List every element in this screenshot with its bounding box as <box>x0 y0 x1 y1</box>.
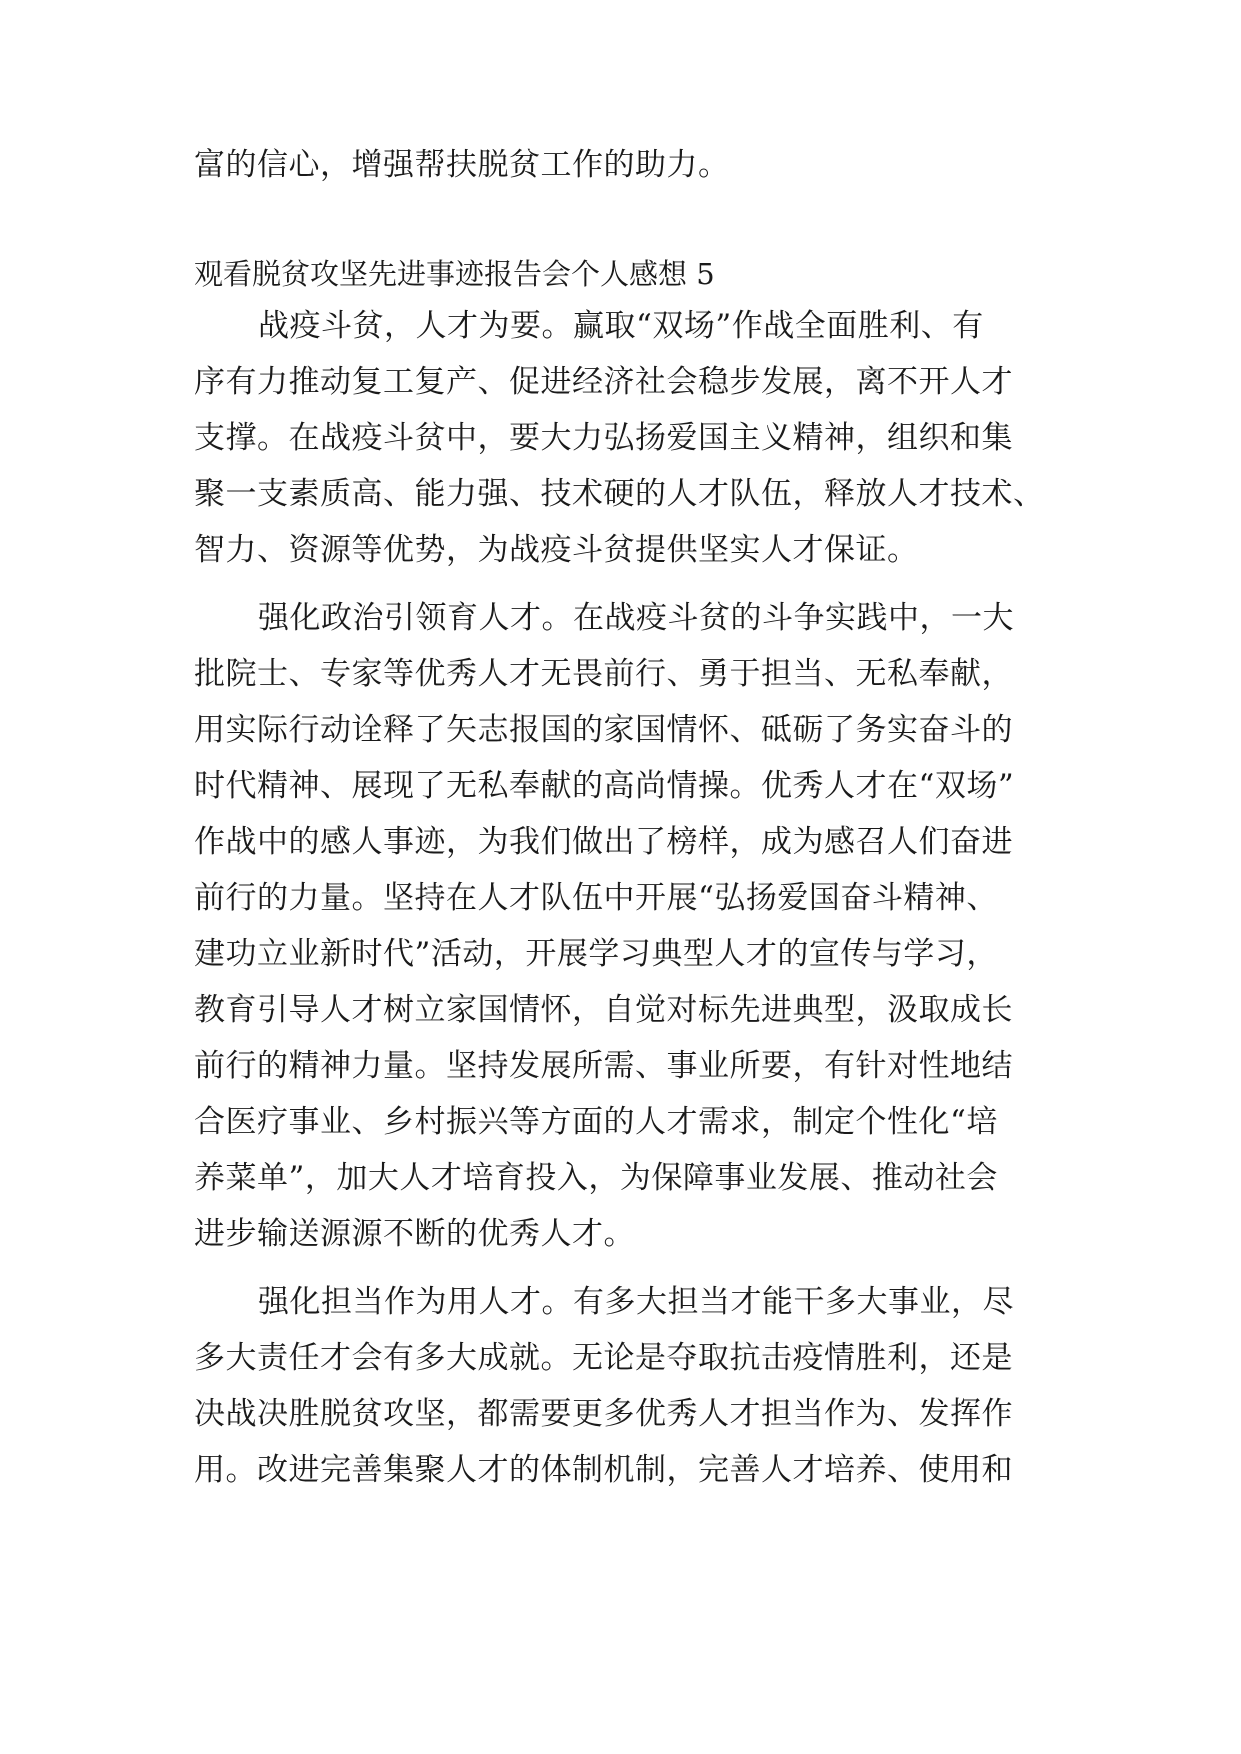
paragraph-line: 序有力推动复工复产、促进经济社会稳步发展，离不开人才 <box>194 364 1013 400</box>
paragraph-line: 前行的精神力量。坚持发展所需、事业所要，有针对性地结 <box>194 1048 1013 1084</box>
paragraph-line: 用。改进完善集聚人才的体制机制，完善人才培养、使用和 <box>194 1452 1013 1488</box>
paragraph-line: 进步输送源源不断的优秀人才。 <box>194 1216 635 1252</box>
lead-fragment: 富的信心，增强帮扶脱贫工作的助力。 <box>194 147 730 183</box>
paragraph-line: 合医疗事业、乡村振兴等方面的人才需求，制定个性化“培 <box>194 1104 998 1140</box>
paragraph-line: 养菜单”，加大人才培育投入，为保障事业发展、推动社会 <box>194 1160 998 1196</box>
paragraph-line: 聚一支素质高、能力强、技术硬的人才队伍，释放人才技术、 <box>194 476 1045 512</box>
paragraph-line: 教育引导人才树立家国情怀，自觉对标先进典型，汲取成长 <box>194 992 1013 1028</box>
paragraph-line: 强化政治引领育人才。在战疫斗贫的斗争实践中，一大 <box>258 600 1014 636</box>
paragraph-line: 支撑。在战疫斗贫中，要大力弘扬爱国主义精神，组织和集 <box>194 420 1013 456</box>
paragraph-line: 智力、资源等优势，为战疫斗贫提供坚实人才保证。 <box>194 532 919 568</box>
paragraph-line: 前行的力量。坚持在人才队伍中开展“弘扬爱国奋斗精神、 <box>194 880 998 916</box>
paragraph-line: 用实际行动诠释了矢志报国的家国情怀、砥砺了务实奋斗的 <box>194 712 1013 748</box>
paragraph-line: 建功立业新时代”活动，开展学习典型人才的宣传与学习， <box>194 936 998 972</box>
paragraph-line: 作战中的感人事迹，为我们做出了榜样，成为感召人们奋进 <box>194 824 1013 860</box>
paragraph-line: 强化担当作为用人才。有多大担当才能干多大事业，尽 <box>258 1284 1014 1320</box>
paragraph-line: 决战决胜脱贫攻坚，都需要更多优秀人才担当作为、发挥作 <box>194 1396 1013 1432</box>
paragraph-line: 战疫斗贫，人才为要。赢取“双场”作战全面胜利、有 <box>258 308 984 344</box>
paragraph-line: 批院士、专家等优秀人才无畏前行、勇于担当、无私奉献， <box>194 656 1013 692</box>
paragraph-line: 多大责任才会有多大成就。无论是夺取抗击疫情胜利，还是 <box>194 1340 1013 1376</box>
section-heading: 观看脱贫攻坚先进事迹报告会个人感想 5 <box>194 257 715 291</box>
paragraph-line: 时代精神、展现了无私奉献的高尚情操。优秀人才在“双场” <box>194 768 1015 804</box>
